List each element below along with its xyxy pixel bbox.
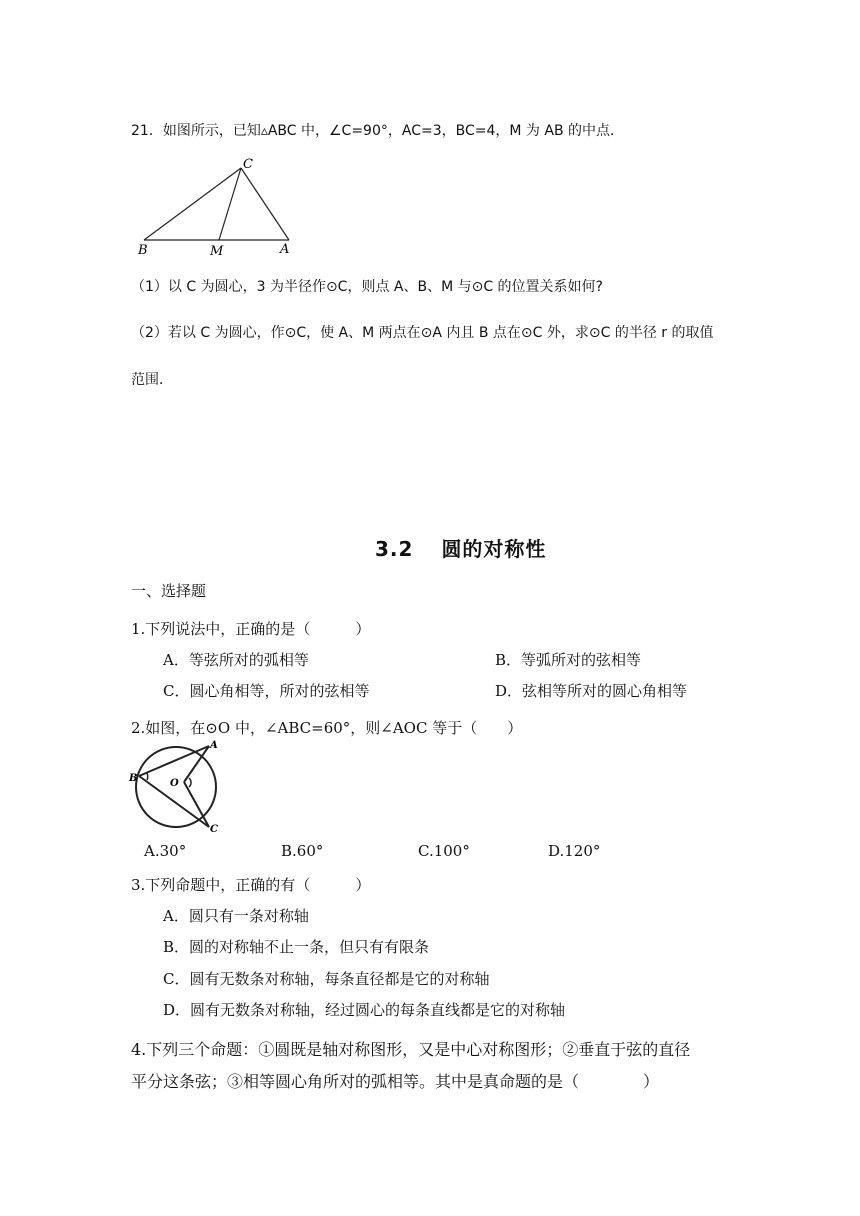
q3-option-d: D．圆有无数条对称轴，经过圆心的每条直线都是它的对称轴 [163, 1001, 566, 1019]
label-a: A [280, 242, 290, 257]
q1-option-a: A．等弦所对的弧相等 [163, 651, 309, 669]
segment-bc [144, 168, 241, 240]
q1-option-c: C．圆心角相等，所对的弦相等 [163, 682, 370, 700]
segment-ca [241, 168, 289, 240]
triangle-abc-figure [134, 154, 299, 260]
label-o: O [170, 778, 179, 789]
label-b: B [138, 243, 148, 258]
q21-stem: 21．如图所示，已知▵ABC 中，∠C=90°，AC=3，BC=4，M 为 AB 的中点． [131, 123, 624, 139]
label-m: M [210, 244, 224, 259]
segment-cm [219, 168, 241, 240]
label-b: B [129, 773, 138, 784]
q4-line1: 4.下列三个命题：①圆既是轴对称图形，又是中心对称图形；②垂直于弦的直径 [131, 1040, 691, 1059]
q2-stem: 2.如图，在⊙O 中，∠ABC=60°，则∠AOC 等于（ ） [131, 719, 523, 737]
q2-option-b: B.60° [281, 842, 324, 860]
q3-stem: 3.下列命题中，正确的有（ ） [131, 876, 371, 894]
q21-part2-line2: 范围． [131, 372, 173, 388]
label-a: A [210, 740, 218, 751]
label-c: C [243, 157, 253, 172]
q1-option-d: D．弦相等所对的圆心角相等 [495, 682, 688, 700]
section-name: 圆的对称性 [441, 537, 547, 561]
q1-stem: 1.下列说法中，正确的是（ ） [131, 620, 371, 638]
q3-option-a: A．圆只有一条对称轴 [163, 907, 309, 925]
circle-o-figure [126, 740, 232, 836]
q21-part1: （1）以 C 为圆心，3 为半径作⊙C，则点 A、B、M 与⊙C 的位置关系如何? [131, 279, 603, 295]
q2-option-c: C.100° [418, 842, 470, 860]
section-number: 3.2 [375, 537, 414, 561]
q2-option-a: A.30° [144, 842, 187, 860]
section-heading: 一、选择题 [131, 582, 207, 600]
section-title [375, 533, 546, 562]
label-c: C [210, 824, 218, 835]
q3-option-b: B．圆的对称轴不止一条，但只有有限条 [163, 938, 430, 956]
q2-option-d: D.120° [548, 842, 601, 860]
angle-b-arc [147, 773, 148, 780]
q21-part2-line1: （2）若以 C 为圆心，作⊙C，使 A、M 两点在⊙A 内且 B 点在⊙C 外，求⊙C 的半径 r 的取值 [131, 325, 714, 341]
q1-option-b: B．等弧所对的弦相等 [495, 651, 642, 669]
q3-option-c: C．圆有无数条对称轴，每条直径都是它的对称轴 [163, 970, 490, 988]
angle-o-arc [189, 778, 191, 787]
q4-line2: 平分这条弦；③相等圆心角所对的弧相等。其中是真命题的是（ ） [131, 1072, 660, 1091]
